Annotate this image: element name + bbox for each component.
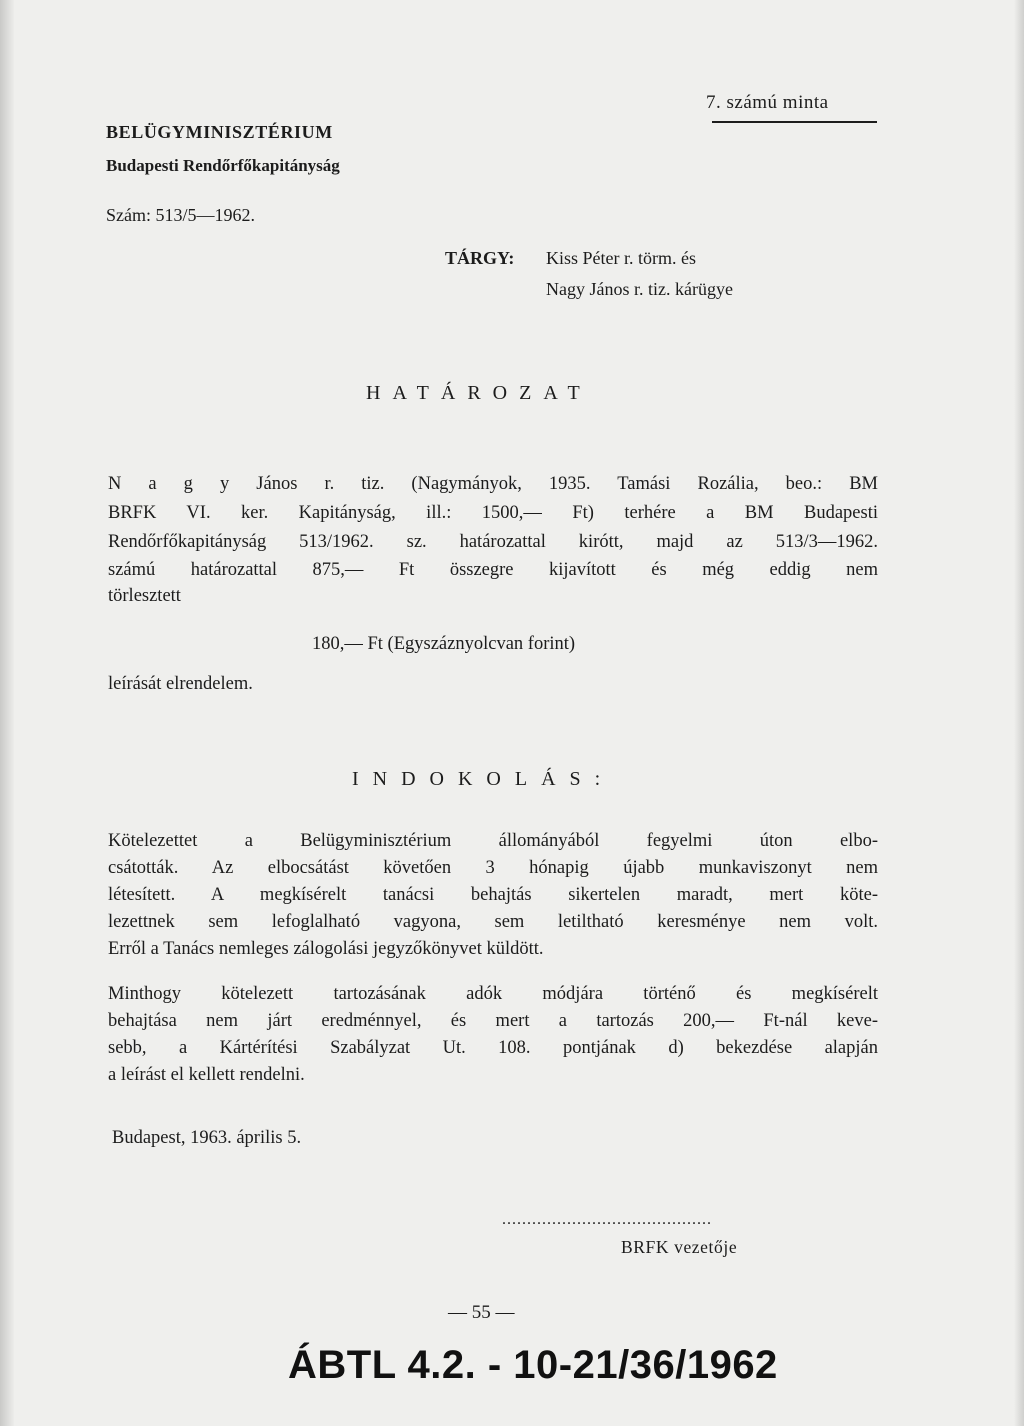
decision-line: N a g y János r. tiz. (Nagymányok, 1935. Tamási Rozália, beo.: BM [108,474,878,494]
written-off-amount: 180,— Ft (Egyszáznyolcvan forint) [312,634,576,654]
signature-line: .......................................... [502,1211,712,1228]
form-label: 7. számú minta [706,92,829,113]
reasoning-heading: INDOKOLÁS: [352,768,615,790]
decision-closing: leírását elrendelem. [108,674,253,694]
reasoning-line: Kötelezettet a Belügyminisztérium állományából fegyelmi úton elbo- [108,831,878,851]
reasoning-line: sebb, a Kártérítési Szabályzat Ut. 108. pontjának d) bekezdése alapján [108,1038,878,1058]
decision-last-line: törlesztett [108,586,181,606]
page-right-edge [1014,0,1024,1426]
archive-reference: ÁBTL 4.2. - 10-21/36/1962 [288,1343,778,1387]
reasoning-last-line: a leírást el kellett rendelni. [108,1065,305,1085]
decision-line: számú határozattal 875,— Ft összegre kijavított és még eddig nem [108,560,878,580]
reasoning-last-line: Erről a Tanács nemleges zálogolási jegyzőkönyvet küldött. [108,939,544,959]
reasoning-line: behajtása nem járt eredménnyel, és mert a tartozás 200,— Ft-nál keve- [108,1011,878,1031]
subject-label: TÁRGY: [445,248,515,268]
reference-number: Szám: 513/5—1962. [106,205,255,225]
signer-title: BRFK vezetője [621,1237,738,1257]
page-number: — 55 — [448,1302,515,1323]
reasoning-line: Minthogy kötelezett tartozásának adók módjára történő és megkísérelt [108,984,878,1004]
office-name: Budapesti Rendőrfőkapitányság [106,156,340,175]
reasoning-line: csátották. Az elbocsátást követően 3 hónapig újabb munkaviszonyt nem [108,858,878,878]
reasoning-line: létesített. A megkísérelt tanácsi behajtás sikertelen maradt, mert köte- [108,885,878,905]
date-line: Budapest, 1963. április 5. [112,1128,302,1148]
decision-heading: HATÁROZAT [366,382,592,404]
page-left-edge [0,0,14,1426]
subject-line-1: Kiss Péter r. törm. és [546,248,696,268]
form-label-underline [712,121,877,123]
subject-line-2: Nagy János r. tiz. kárügye [546,279,733,299]
reasoning-line: lezettnek sem lefoglalható vagyona, sem letiltható keresménye nem volt. [108,912,878,932]
decision-line: BRFK VI. ker. Kapitányság, ill.: 1500,— Ft) terhére a BM Budapesti [108,503,878,523]
decision-line: Rendőrfőkapitányság 513/1962. sz. határozattal kirótt, majd az 513/3—1962. [108,532,878,552]
ministry-name: BELÜGYMINISZTÉRIUM [106,122,333,142]
